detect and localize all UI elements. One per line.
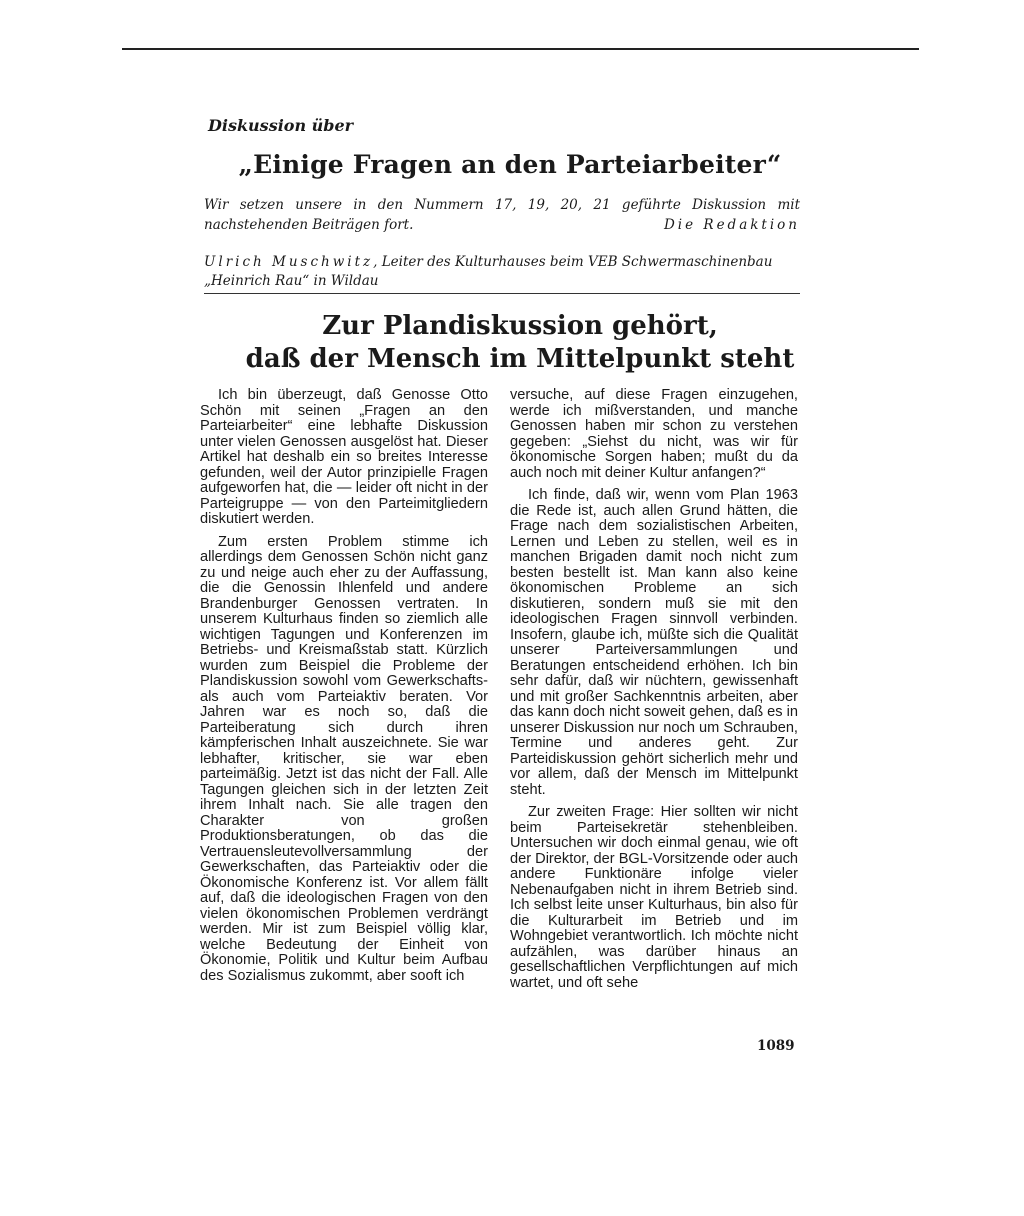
author-role: , Leiter des Kulturhauses beim VEB Schwermaschinenbau „Heinrich Rau“ in Wildau (204, 254, 773, 289)
paragraph: Zur zweiten Frage: Hier sollten wir nicht beim Parteisekretär stehenbleiben. Untersuchen wir doch einmal genau, wie oft der Direktor, der BGL-Vorsitzende oder auch andere Funktionäre infolge vieler Nebenaufgaben nicht in ihrem Betrieb sind. Ich selbst leite unser Kulturhaus, bin also für die Kulturarbeit im Betrieb und im Wohngebiet verantwortlich. Ich möchte nicht aufzählen, was darüber hinaus an gesellschaftlichen Verpflichtungen auf mich wartet, und oft sehe (510, 804, 798, 991)
section-kicker: Diskussion über (208, 116, 354, 135)
discussion-title: „Einige Fragen an den Parteiarbeiter“ (238, 150, 782, 179)
top-rule (122, 48, 919, 50)
editorial-note (204, 195, 800, 235)
editorial-note-text: Wir setzen unsere in den Nummern 17, 19, 20, 21 geführte Diskussion mit nachstehenden Beiträgen fort. (204, 197, 800, 233)
headline-line-1: Zur Plandiskussion gehört, (322, 311, 718, 341)
author-byline (204, 253, 800, 294)
right-column (510, 388, 798, 998)
paragraph: Ich bin überzeugt, daß Genosse Otto Schön mit seinen „Fragen an den Parteiarbeiter“ eine lebhafte Diskussion unter vielen Genossen ausgelöst hat. Dieser Artikel hat deshalb ein so breites Interesse gefunden, weil der Autor prinzipielle Fragen aufgeworfen hat, die — leider oft nicht in der Parteigruppe — von den Parteimitgliedern diskutiert werden. (200, 387, 488, 527)
paragraph: Ich finde, daß wir, wenn vom Plan 1963 die Rede ist, auch allen Grund hätten, die Frage nach dem sozialistischen Arbeiten, Lernen und Leben zu stellen, weil es in manchen Brigaden damit noch nicht zum besten bestellt ist. Man kann also keine ökonomischen Probleme an sich diskutieren, sondern muß sie mit den ideologischen Fragen sinnvoll verbinden. Insofern, glaube ich, müßte sich die Qualität unserer Parteiversammlungen und Beratungen entscheidend erhöhen. Ich bin sehr dafür, daß wir nüchtern, gewissenhaft und mit großer Sachkenntnis arbeiten, aber das kann doch nicht soweit gehen, daß es in unserer Diskussion nur noch um Schrauben, Termine und anderes geht. Zur Parteidiskussion gehört sicherlich mehr und vor allem, daß der Mensch im Mittelpunkt steht. (510, 487, 799, 798)
page-number: 1089 (757, 1038, 795, 1054)
paragraph: versuche, auf diese Fragen einzugehen, werde ich mißverstanden, und manche Genossen haben mir schon zu verstehen gegeben: „Siehst du nicht, was wir für ökonomische Sorgen haben; mußt du da auch noch mit deiner Kultur anfangen?“ (510, 387, 798, 481)
editorial-signature: Die Redaktion (663, 217, 800, 233)
paragraph: Zum ersten Problem stimme ich allerdings dem Genossen Schön nicht ganz zu und neige auch eher zu der Auffassung, die die Genossin Ihlenfeld und andere Brandenburger Genossen vertraten. In unserem Kulturhaus finden so ziemlich alle wichtigen Tagungen und Konferenzen im Betriebs- und Kreismaßstab statt. Kürzlich wurden zum Beispiel die Probleme der Plandiskussion sowohl vom Gewerkschafts- als auch vom Parteiaktiv beraten. Vor Jahren war es noch so, daß die Parteiberatung sich durch ihren kämpferischen Inhalt auszeichnete. Sie war lebhafter, kritischer, sie war eben parteimäßig. Jetzt ist das nicht der Fall. Alle Tagungen gleichen sich in der letzten Zeit ihrem Inhalt nach. Sie alle tragen den Charakter von großen Produktionsberatungen, ob das die Vertrauensleutevollversammlung der Gewerkschaften, das Parteiaktiv oder die Ökonomische Konferenz ist. Vor allem fällt auf, daß die ideologischen Fragen von den vielen ökonomischen Problemen verdrängt werden. Mir ist zum Beispiel völlig klar, welche Bedeutung der Einheit von Ökonomie, Politik und Kultur beim Aufbau des Sozialismus zukommt, aber sooft ich (200, 533, 488, 984)
article-headline (220, 310, 820, 376)
author-name: Ulrich Muschwitz (204, 254, 374, 270)
left-column (200, 388, 488, 991)
headline-line-2: daß der Mensch im Mittelpunkt steht (245, 344, 795, 374)
